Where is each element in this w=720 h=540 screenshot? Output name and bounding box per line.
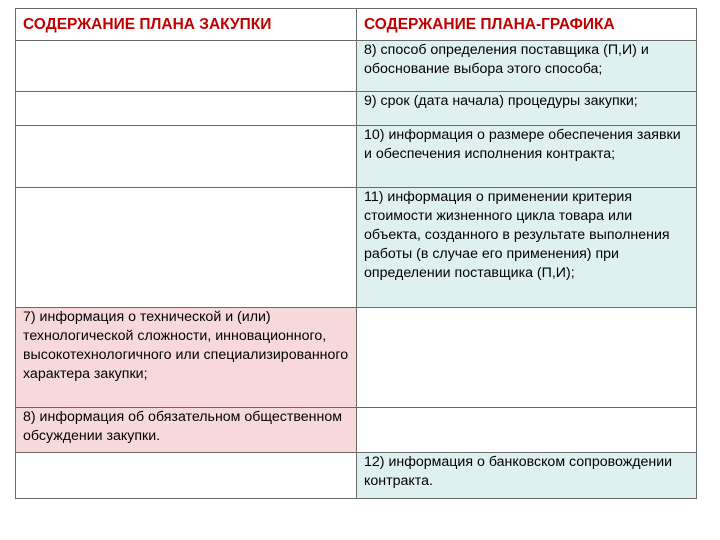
- table-row: [16, 92, 697, 126]
- table-row: [16, 41, 697, 92]
- plan-grafika-cell: [357, 408, 697, 453]
- table-row: [16, 453, 697, 499]
- plan-grafika-cell: 8) способ определения поставщика (П,И) и обоснование выбора этого способа;: [357, 41, 697, 92]
- plan-zakupki-cell: [16, 41, 357, 92]
- table-row: [16, 126, 697, 188]
- table-row: [16, 408, 697, 453]
- plan-zakupki-cell: [16, 92, 357, 126]
- procurement-plan-table: [15, 8, 697, 499]
- plan-zakupki-cell: 8) информация об обязательном общественном обсуждении закупки.: [16, 408, 357, 453]
- plan-grafika-cell: 10) информация о размере обеспечения заявки и обеспечения исполнения контракта;: [357, 126, 697, 188]
- plan-zakupki-cell: [16, 126, 357, 188]
- plan-zakupki-cell: [16, 453, 357, 499]
- plan-grafika-cell: 9) срок (дата начала) процедуры закупки;: [357, 92, 697, 126]
- plan-grafika-cell: [357, 308, 697, 408]
- header-plan-grafika: СОДЕРЖАНИЕ ПЛАНА-ГРАФИКА: [357, 9, 697, 41]
- header-plan-zakupki: СОДЕРЖАНИЕ ПЛАНА ЗАКУПКИ: [16, 9, 357, 41]
- table-row: [16, 308, 697, 408]
- plan-grafika-cell: 12) информация о банковском сопровождении контракта.: [357, 453, 697, 499]
- plan-grafika-cell: 11) информация о применении критерия стоимости жизненного цикла товара или объекта, созданного в результате выполнения работы (в случае его применения) при определении поставщика (П,И);: [357, 188, 697, 308]
- plan-zakupki-cell: [16, 188, 357, 308]
- table-header-row: [16, 9, 697, 41]
- plan-zakupki-cell: 7) информация о технической и (или) технологической сложности, инновационного, высокотехнологичного или специализированного характера закупки;: [16, 308, 357, 408]
- table-row: [16, 188, 697, 308]
